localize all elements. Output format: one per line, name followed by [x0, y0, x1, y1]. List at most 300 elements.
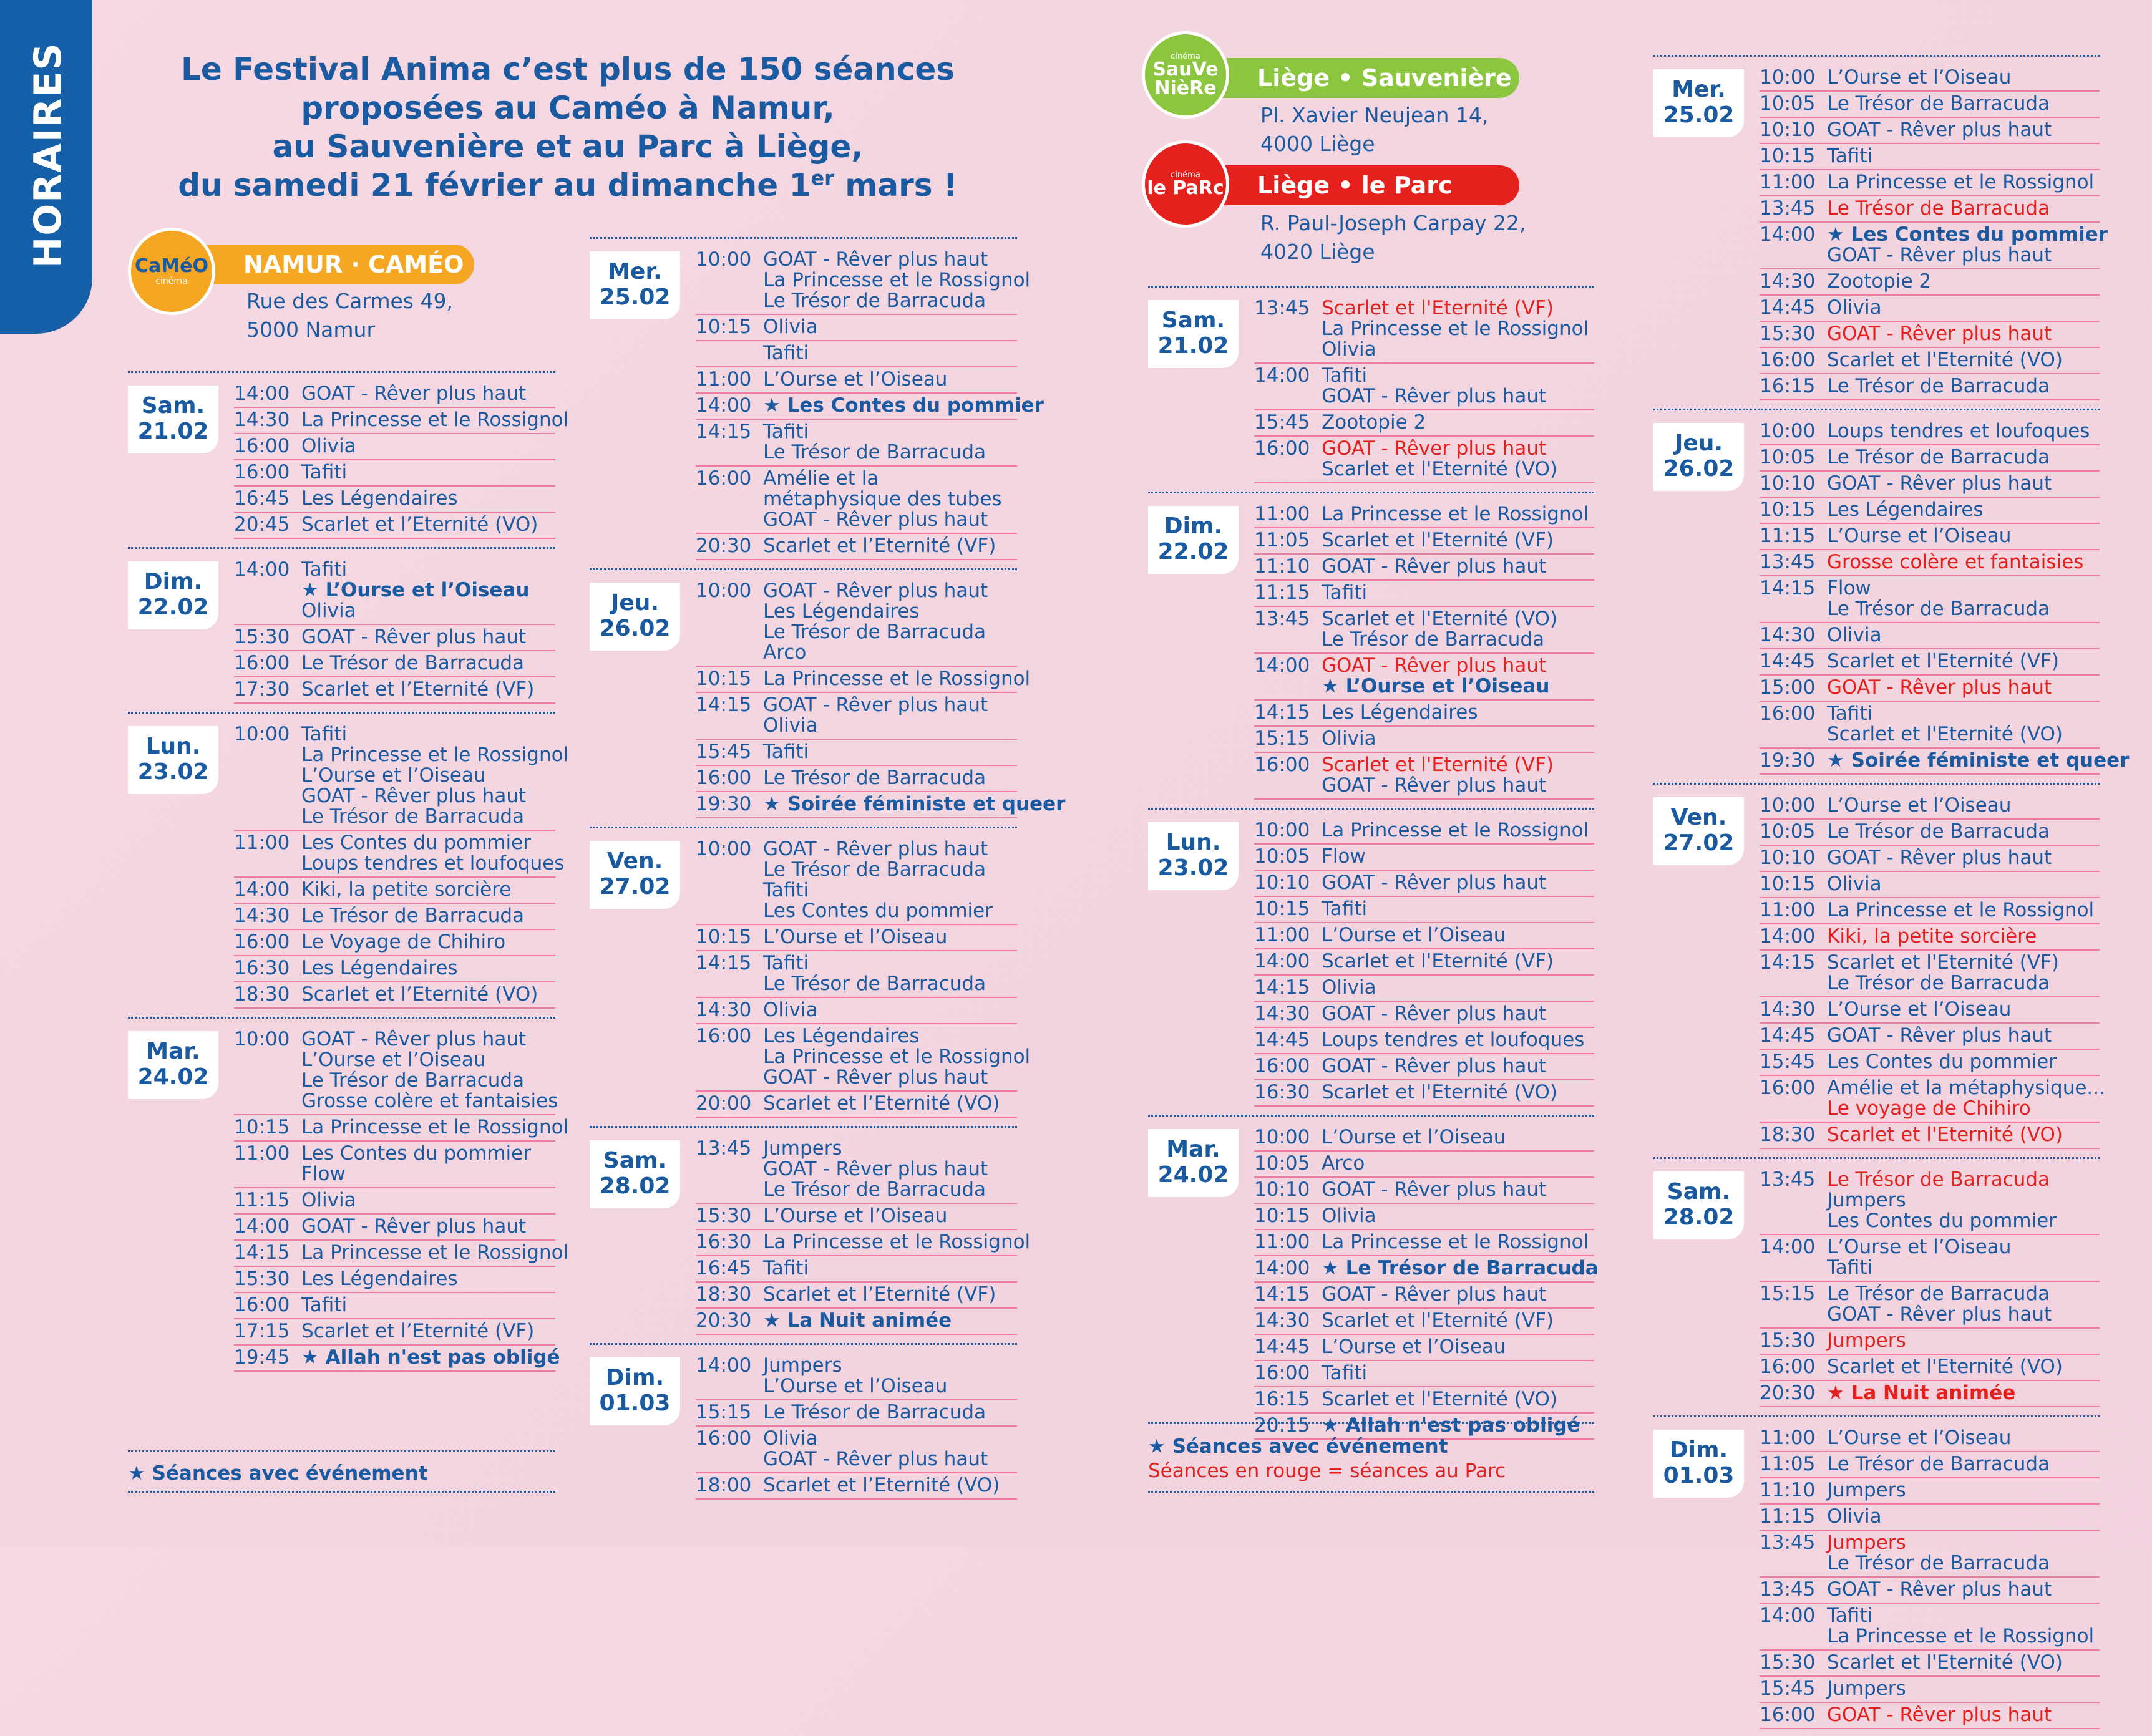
- film-title: Tafiti: [1827, 1256, 1873, 1279]
- showtime-films: [301, 653, 555, 674]
- showtime-films: [1827, 1125, 2100, 1145]
- showtime-row: [234, 1215, 555, 1241]
- day-block: [1148, 286, 1594, 490]
- day-block: [1148, 1115, 1599, 1447]
- film-title: La Princesse et le Rossignol: [301, 409, 569, 431]
- showtime-time: 14:15: [696, 694, 752, 716]
- showtime-row: [696, 1400, 1017, 1427]
- film-title: Jumpers: [763, 1354, 842, 1377]
- intro-line-4: [150, 166, 986, 205]
- showtime-films: [301, 410, 568, 430]
- film-title: Jumpers: [1827, 1677, 1906, 1700]
- film-title: GOAT - Rêver plus haut: [301, 1215, 527, 1238]
- cameo-logo-small: cinéma: [155, 276, 188, 286]
- showtime-time: 16:00: [1760, 349, 1816, 371]
- venue-cameo-address: [246, 287, 453, 344]
- film-title: Jumpers: [1827, 1479, 1906, 1501]
- showtime-films: [301, 932, 555, 953]
- parc-addr-line2: 4020 Liège: [1260, 240, 1375, 264]
- sauveniere-addr-line2: 4000 Liège: [1260, 132, 1375, 157]
- showtime-row: [696, 394, 1044, 420]
- showtime-row: [234, 722, 569, 831]
- showtime-row: [696, 951, 1017, 998]
- sauveniere-addr-line1: Pl. Xavier Neujean 14,: [1260, 103, 1489, 127]
- showtime-time: 14:00: [1254, 1257, 1310, 1279]
- showtime-row: [1254, 1256, 1599, 1283]
- day-date: 28.02: [1663, 1205, 1735, 1231]
- showtime-row: [696, 1256, 1017, 1283]
- showtime-time: 15:15: [1760, 1283, 1816, 1305]
- showtime-films: [301, 724, 568, 827]
- showtime-row: [1760, 1604, 2100, 1651]
- showtime-time: 10:10: [1254, 1178, 1310, 1201]
- cameo-legend-divider: [128, 1450, 555, 1452]
- showtime-row: [1760, 1282, 2100, 1329]
- showtime-films: [763, 1232, 1030, 1253]
- film-title: Scarlet et l’Eternité (VF): [301, 1320, 535, 1342]
- showtime-time: 14:30: [696, 999, 752, 1021]
- film-title: Les Légendaires: [763, 600, 920, 623]
- showtime-time: 15:00: [1760, 676, 1816, 699]
- showtime-time: 10:15: [696, 926, 752, 948]
- day-date: 21.02: [1157, 333, 1229, 359]
- showtime-row: [1254, 654, 1594, 701]
- film-title: Scarlet et l'Eternité (VF): [1827, 951, 2059, 974]
- day-block: [590, 1126, 1031, 1342]
- showtime-row: [696, 367, 1017, 394]
- showtime-row: [1760, 1235, 2100, 1282]
- day-name: Dim.: [1669, 1437, 1728, 1463]
- film-title: Le voyage de Chihiro: [1827, 1097, 2031, 1120]
- showtime-row: [1760, 1076, 2105, 1123]
- showtime-time: 10:15: [696, 316, 752, 338]
- film-title: Scarlet et l’Eternité (VO): [301, 513, 538, 536]
- day-date: 26.02: [599, 616, 671, 642]
- film-title: Olivia: [1827, 624, 1882, 646]
- showtime-films: [301, 984, 555, 1005]
- showtime-row: [234, 558, 555, 625]
- showtime-time: 14:00: [234, 878, 290, 901]
- showtime-time: 16:00: [1760, 702, 1816, 725]
- showtime-films: [301, 1216, 555, 1237]
- showtime-row: [1760, 623, 2100, 649]
- day-date: 23.02: [1157, 855, 1229, 881]
- day-name: Sam.: [1161, 308, 1225, 333]
- film-title: Tafiti: [763, 342, 809, 364]
- film-title: L’Ourse et l’Oiseau: [301, 764, 486, 787]
- showtime-films: [1827, 1606, 2100, 1647]
- venue-sauveniere: [1142, 31, 1529, 156]
- day-badge: [1653, 797, 1744, 865]
- film-title: L’Ourse et l’Oiseau: [763, 1205, 948, 1227]
- showtime-films: [301, 880, 555, 900]
- day-badge: [1148, 1129, 1239, 1197]
- film-title: Scarlet et l'Eternité (VF): [1322, 1309, 1554, 1332]
- showtime-row: [1760, 322, 2100, 348]
- day-name: Ven.: [606, 848, 663, 874]
- film-title: La Princesse et le Rossignol: [301, 1241, 569, 1264]
- showtime-time: 14:00: [1760, 1236, 1816, 1258]
- showtime-time: 18:00: [696, 1474, 752, 1496]
- film-title: Le Trésor de Barracuda: [763, 858, 986, 881]
- film-title: Scarlet et l’Eternité (VF): [301, 678, 535, 701]
- film-title: Les Contes du pommier: [1827, 1050, 2057, 1073]
- showtime-time: 10:10: [1760, 472, 1816, 495]
- showtime-time: 20:00: [696, 1092, 752, 1115]
- day-date: 27.02: [599, 874, 671, 900]
- showtime-films: [1827, 750, 2129, 771]
- showtime-films: [1827, 67, 2100, 88]
- showtime-films: [301, 515, 555, 535]
- showtime-time: 16:00: [696, 1427, 752, 1450]
- showtime-row: [1254, 502, 1594, 528]
- showtime-row: [696, 1137, 1017, 1204]
- showtime-row: [696, 315, 1017, 341]
- showtime-row: [234, 904, 555, 930]
- showtime-row: [1760, 92, 2100, 118]
- showtime-films: [1827, 1579, 2100, 1600]
- showtime-films: [763, 927, 1017, 948]
- film-title: Scarlet et l'Eternité (VF): [1322, 754, 1554, 776]
- film-title: Le Trésor de Barracuda: [1827, 598, 2050, 620]
- showtime-films: [1827, 1705, 2100, 1725]
- showtime-row: [1254, 607, 1594, 654]
- film-title: ★ Allah n'est pas obligé: [301, 1346, 560, 1369]
- showtime-time: 16:00: [696, 767, 752, 789]
- film-title: Scarlet et l'Eternité (VF): [1322, 529, 1554, 551]
- film-title: Scarlet et l'Eternité (VO): [1827, 723, 2063, 745]
- showtime-films: [1827, 1428, 2100, 1448]
- showtime-time: 11:05: [1760, 1453, 1816, 1475]
- showtime-films: [1827, 421, 2100, 442]
- showtimes-list: [234, 382, 569, 539]
- showtime-films: [763, 536, 1017, 556]
- showtime-films: [301, 1117, 568, 1138]
- film-title: ★ La Nuit animée: [763, 1309, 952, 1332]
- showtime-films: [1827, 999, 2100, 1020]
- showtime-row: [1760, 951, 2100, 997]
- showtime-row: [234, 1115, 569, 1142]
- day-block: [590, 568, 1066, 825]
- showtime-row: [1254, 296, 1594, 364]
- film-title: GOAT - Rêver plus haut: [1827, 676, 2052, 699]
- showtime-films: [1827, 1284, 2100, 1325]
- parc-addr-line1: R. Paul-Joseph Carpay 22,: [1260, 211, 1526, 235]
- film-title: Tafiti: [1322, 898, 1368, 920]
- film-title: GOAT - Rêver plus haut: [1827, 322, 2052, 345]
- showtime-time: 13:45: [1760, 1168, 1816, 1191]
- day-badge: [128, 561, 218, 629]
- showtime-time: 10:00: [1760, 420, 1816, 442]
- film-title: GOAT - Rêver plus haut: [763, 248, 988, 271]
- showtime-films: [1827, 120, 2100, 140]
- showtime-time: 10:00: [696, 838, 752, 860]
- film-title: GOAT - Rêver plus haut: [763, 694, 988, 716]
- showtimes-list: [696, 579, 1066, 818]
- showtime-row: [1254, 1054, 1594, 1080]
- showtime-films: [1322, 1284, 1594, 1305]
- showtime-films: [763, 1355, 1017, 1397]
- showtime-time: 15:45: [1254, 411, 1310, 434]
- showtime-row: [1760, 997, 2100, 1024]
- showtime-films: [763, 468, 1017, 530]
- showtime-time: 14:00: [1254, 364, 1310, 387]
- showtime-row: [1760, 924, 2100, 951]
- day-date: 23.02: [137, 759, 209, 785]
- showtime-films: [763, 695, 1017, 736]
- film-title: L’Ourse et l’Oiseau: [1827, 525, 2012, 547]
- film-title: Le Trésor de Barracuda: [763, 289, 986, 312]
- day-name: Lun.: [145, 734, 201, 759]
- showtime-films: [301, 436, 555, 457]
- showtime-row: [1254, 1230, 1594, 1256]
- showtime-row: [234, 513, 555, 539]
- cameo-logo: [128, 228, 215, 315]
- showtime-row: [1254, 528, 1594, 555]
- film-title: Le Trésor de Barracuda: [763, 441, 986, 463]
- film-title: Olivia: [763, 714, 818, 737]
- venue-sauveniere-name: Liège • Sauvenière: [1198, 58, 1519, 98]
- showtime-row: [1254, 1335, 1594, 1361]
- showtime-row: [234, 878, 555, 904]
- showtime-films: [763, 1000, 1017, 1021]
- showtime-row: [1760, 1478, 2100, 1505]
- film-title: Loups tendres et loufoques: [1322, 1029, 1585, 1051]
- parc-logo-small: cinéma: [1171, 170, 1200, 180]
- showtime-row: [696, 1309, 1017, 1335]
- showtime-row: [696, 1024, 1031, 1092]
- showtime-row: [1254, 976, 1594, 1002]
- showtime-time: 20:45: [234, 513, 290, 536]
- showtime-films: [301, 560, 555, 621]
- film-title: Grosse colère et fantaisies: [301, 1090, 558, 1112]
- showtime-time: 10:10: [1760, 846, 1816, 869]
- film-title: Jumpers: [1827, 1531, 1906, 1554]
- showtime-films: [1322, 846, 1594, 867]
- showtime-row: [696, 1092, 1017, 1118]
- showtime-films: [1827, 1679, 2100, 1699]
- showtime-films: [1827, 526, 2100, 546]
- showtime-films: [1322, 1180, 1594, 1200]
- showtime-time: 14:30: [1254, 1002, 1310, 1025]
- film-title: Le Trésor de Barracuda: [1827, 1552, 2050, 1574]
- day-name: Mar.: [146, 1039, 200, 1064]
- day-badge: [1148, 300, 1239, 368]
- showtime-row: [1760, 419, 2100, 445]
- film-title: Le Trésor de Barracuda: [301, 652, 525, 674]
- showtime-row: [234, 625, 555, 651]
- showtime-time: 20:15: [1254, 1414, 1310, 1437]
- showtime-row: [696, 341, 1017, 367]
- film-title: Le Trésor de Barracuda: [1827, 1168, 2050, 1191]
- film-title: Olivia: [1827, 296, 1882, 319]
- day-block: [128, 371, 569, 546]
- showtime-time: 15:45: [1760, 1050, 1816, 1073]
- showtime-time: 14:15: [234, 1241, 290, 1264]
- showtime-row: [1760, 550, 2100, 576]
- showtimes-list: [696, 248, 1044, 560]
- showtime-films: [763, 669, 1030, 689]
- showtime-time: 16:30: [1254, 1081, 1310, 1103]
- showtime-films: [763, 953, 1017, 994]
- showtime-films: [1322, 1258, 1599, 1279]
- showtime-row: [1254, 923, 1594, 949]
- showtime-films: [1322, 1232, 1594, 1253]
- showtime-films: [1827, 677, 2100, 698]
- showtime-films: [1322, 1337, 1594, 1357]
- film-title: Tafiti: [1322, 581, 1368, 604]
- showtime-films: [301, 488, 555, 509]
- showtime-row: [234, 982, 555, 1009]
- showtime-time: 14:45: [1254, 1029, 1310, 1051]
- showtime-time: 16:00: [1760, 1355, 1816, 1378]
- film-title: Olivia: [1322, 338, 1376, 361]
- venue-parc: [1142, 140, 1529, 265]
- showtime-time: 15:30: [1760, 322, 1816, 345]
- showtime-time: 14:00: [1254, 654, 1310, 677]
- film-title: Arco: [1322, 1152, 1365, 1175]
- showtime-time: 10:15: [1760, 145, 1816, 167]
- venue-parc-name: Liège • le Parc: [1198, 165, 1519, 205]
- film-title: Les Légendaires: [301, 957, 458, 979]
- film-title: La Princesse et le Rossignol: [763, 667, 1031, 690]
- film-title: ★ Soirée féministe et queer: [763, 793, 1066, 815]
- film-title: GOAT - Rêver plus haut: [1827, 1024, 2052, 1047]
- showtime-films: [763, 1026, 1030, 1088]
- showtime-time: 13:45: [1760, 551, 1816, 573]
- showtime-row: [1760, 898, 2100, 924]
- showtime-row: [696, 792, 1066, 818]
- film-title: Le Trésor de Barracuda: [301, 904, 525, 927]
- showtime-films: [1827, 578, 2100, 619]
- showtime-films: [1322, 1415, 1594, 1436]
- liege-legend: [1148, 1435, 1506, 1483]
- day-badge: [1653, 1430, 1744, 1498]
- showtimes-list: [1254, 502, 1594, 800]
- showtime-row: [234, 434, 555, 460]
- showtime-row: [234, 677, 555, 704]
- cameo-legend-event: ★ Séances avec événement: [128, 1462, 428, 1485]
- showtime-films: [1322, 925, 1594, 946]
- showtime-time: 20:30: [696, 1309, 752, 1332]
- film-title: ★ Soirée féministe et queer: [1827, 749, 2130, 772]
- film-title: Le Trésor de Barracuda: [1827, 197, 2050, 220]
- showtime-time: 11:00: [234, 1142, 290, 1165]
- showtime-films: [1322, 977, 1594, 998]
- showtime-films: [1322, 820, 1594, 841]
- day-badge: [1148, 822, 1239, 890]
- day-date: 21.02: [137, 419, 209, 445]
- showtimes-list: [696, 1354, 1017, 1500]
- showtime-row: [1760, 1024, 2100, 1050]
- film-title: Loups tendres et loufoques: [1827, 420, 2090, 442]
- showtime-films: [1827, 704, 2100, 745]
- film-title: Le Trésor de Barracuda: [301, 1069, 525, 1092]
- showtime-time: 10:10: [1254, 871, 1310, 894]
- film-title: Scarlet et l’Eternité (VO): [763, 1474, 1000, 1496]
- showtime-row: [1760, 348, 2100, 374]
- film-title: ★ Les Contes du pommier: [1827, 223, 2108, 246]
- film-title: Olivia: [301, 1189, 356, 1211]
- showtime-time: 14:45: [1760, 650, 1816, 672]
- showtime-time: 11:00: [1254, 924, 1310, 946]
- showtime-films: [1827, 625, 2100, 646]
- showtimes-list: [1254, 818, 1594, 1107]
- film-title: Kiki, la petite sorcière: [1827, 925, 2037, 948]
- showtime-time: 16:00: [1254, 1362, 1310, 1384]
- showtime-row: [696, 1427, 1017, 1473]
- showtime-row: [1254, 1080, 1594, 1107]
- showtime-films: [1827, 953, 2100, 994]
- showtime-films: [763, 1428, 1017, 1470]
- day-badge: [1653, 1171, 1744, 1239]
- liege-legend-red-note: Séances en rouge = séances au Parc: [1148, 1459, 1506, 1482]
- film-title: GOAT - Rêver plus haut: [763, 1158, 988, 1180]
- showtime-row: [1760, 1452, 2100, 1478]
- film-title: Tafiti: [1827, 1604, 1873, 1627]
- showtime-row: [1760, 1329, 2100, 1355]
- showtime-films: [1322, 1389, 1594, 1410]
- showtime-time: 16:00: [1760, 1704, 1816, 1726]
- showtime-time: 16:00: [1254, 754, 1310, 776]
- film-title: Tafiti: [1322, 1362, 1368, 1384]
- showtime-time: 16:30: [696, 1231, 752, 1253]
- showtime-time: 15:30: [234, 1268, 290, 1290]
- showtime-time: 13:45: [1760, 197, 1816, 220]
- showtime-time: 16:00: [234, 931, 290, 953]
- showtime-row: [696, 1230, 1031, 1256]
- showtime-row: [1254, 1002, 1594, 1028]
- showtime-films: [1827, 552, 2100, 573]
- film-title: Scarlet et l'Eternité (VF): [1827, 650, 2059, 672]
- showtime-row: [1254, 1387, 1594, 1414]
- showtime-films: [301, 1190, 555, 1211]
- day-date: 28.02: [599, 1173, 671, 1200]
- film-title: GOAT - Rêver plus haut: [301, 626, 527, 648]
- showtime-row: [1760, 749, 2130, 775]
- showtime-row: [1760, 576, 2100, 623]
- showtime-row: [1760, 1355, 2100, 1381]
- intro-line-1: Le Festival Anima c’est plus de 150 séances: [180, 51, 955, 87]
- film-title: Le Trésor de Barracuda: [1827, 1453, 2050, 1475]
- showtime-time: 14:30: [1760, 270, 1816, 293]
- showtime-films: [1827, 172, 2100, 193]
- film-title: Tafiti: [301, 723, 348, 745]
- day-badge: [128, 386, 218, 453]
- liege-legend-event: ★ Séances avec événement: [1148, 1435, 1448, 1458]
- day-name: Sam.: [141, 393, 205, 419]
- film-title: Le Trésor de Barracuda: [1827, 972, 2050, 994]
- film-title: Scarlet et l’Eternité (VF): [763, 535, 996, 557]
- day-name: Lun.: [1166, 830, 1221, 855]
- film-title: L’Ourse et l’Oiseau: [1827, 1236, 2012, 1258]
- showtime-time: 10:05: [1760, 446, 1816, 468]
- showtime-films: [301, 1143, 555, 1185]
- film-title: Les Légendaires: [1322, 701, 1478, 724]
- film-title: Tafiti: [1827, 145, 1873, 167]
- film-title: L’Ourse et l’Oiseau: [1322, 924, 1506, 946]
- film-title: GOAT - Rêver plus haut: [1322, 654, 1547, 677]
- cameo-legend: [128, 1462, 427, 1486]
- showtime-time: 11:15: [234, 1189, 290, 1211]
- showtime-films: [763, 1206, 1017, 1226]
- film-title: GOAT - Rêver plus haut: [1322, 1178, 1547, 1201]
- film-title: Le Trésor de Barracuda: [1827, 375, 2050, 397]
- showtime-time: 11:00: [1760, 1427, 1816, 1449]
- venue-cameo-name: NAMUR · CAMÉO: [184, 245, 474, 284]
- intro-heading: [150, 50, 986, 205]
- showtime-row: [1254, 1178, 1594, 1204]
